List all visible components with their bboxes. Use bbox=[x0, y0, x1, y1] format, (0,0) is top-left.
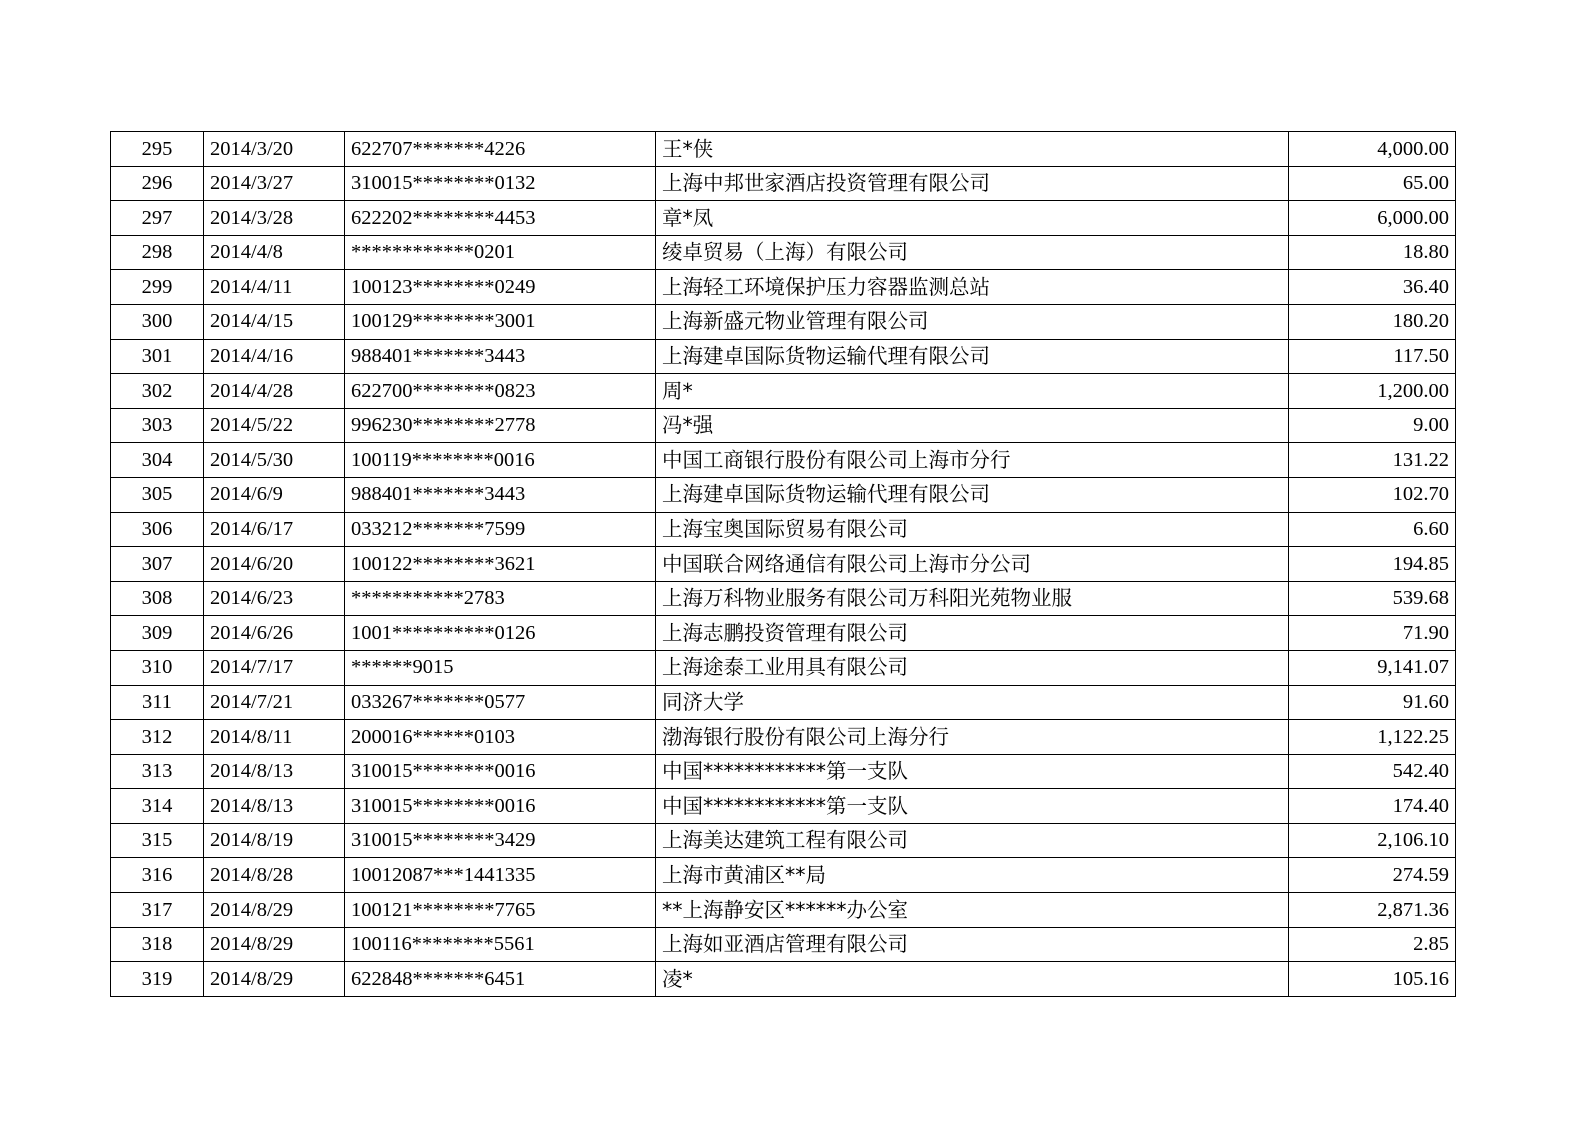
row-index-cell: 310 bbox=[111, 650, 204, 685]
row-index-cell: 297 bbox=[111, 201, 204, 236]
row-account-cell: 996230********2778 bbox=[345, 408, 656, 443]
row-account-cell: 310015********0132 bbox=[345, 166, 656, 201]
table-row bbox=[111, 685, 1456, 720]
row-date-cell: 2014/5/22 bbox=[204, 408, 345, 443]
row-account-cell: 622707*******4226 bbox=[345, 132, 656, 167]
row-name-cell: 中国************第一支队 bbox=[656, 789, 1289, 824]
row-amount-cell: 131.22 bbox=[1289, 443, 1456, 478]
row-name-cell: 上海途泰工业用具有限公司 bbox=[656, 650, 1289, 685]
table-row bbox=[111, 789, 1456, 824]
row-index-cell: 314 bbox=[111, 789, 204, 824]
table-row bbox=[111, 547, 1456, 582]
row-account-cell: 1001**********0126 bbox=[345, 616, 656, 651]
row-date-cell: 2014/4/28 bbox=[204, 374, 345, 409]
row-amount-cell: 105.16 bbox=[1289, 962, 1456, 997]
row-name-cell: 上海中邦世家酒店投资管理有限公司 bbox=[656, 166, 1289, 201]
row-account-cell: 200016******0103 bbox=[345, 720, 656, 755]
row-index-cell: 305 bbox=[111, 477, 204, 512]
row-amount-cell: 6.60 bbox=[1289, 512, 1456, 547]
row-index-cell: 312 bbox=[111, 720, 204, 755]
row-account-cell: ***********2783 bbox=[345, 581, 656, 616]
row-account-cell: ******9015 bbox=[345, 650, 656, 685]
row-index-cell: 296 bbox=[111, 166, 204, 201]
row-index-cell: 316 bbox=[111, 858, 204, 893]
row-account-cell: ************0201 bbox=[345, 235, 656, 270]
row-name-cell: 上海建卓国际货物运输代理有限公司 bbox=[656, 339, 1289, 374]
table-row bbox=[111, 270, 1456, 305]
table-row bbox=[111, 201, 1456, 236]
table-row bbox=[111, 408, 1456, 443]
row-name-cell: 上海建卓国际货物运输代理有限公司 bbox=[656, 477, 1289, 512]
table-row bbox=[111, 927, 1456, 962]
row-amount-cell: 2,871.36 bbox=[1289, 893, 1456, 928]
row-index-cell: 303 bbox=[111, 408, 204, 443]
row-name-cell: 上海如亚酒店管理有限公司 bbox=[656, 927, 1289, 962]
table-row bbox=[111, 650, 1456, 685]
row-index-cell: 306 bbox=[111, 512, 204, 547]
row-index-cell: 301 bbox=[111, 339, 204, 374]
row-date-cell: 2014/6/20 bbox=[204, 547, 345, 582]
row-amount-cell: 71.90 bbox=[1289, 616, 1456, 651]
row-index-cell: 298 bbox=[111, 235, 204, 270]
row-amount-cell: 18.80 bbox=[1289, 235, 1456, 270]
row-amount-cell: 117.50 bbox=[1289, 339, 1456, 374]
table-row bbox=[111, 477, 1456, 512]
row-index-cell: 318 bbox=[111, 927, 204, 962]
row-name-cell: 渤海银行股份有限公司上海分行 bbox=[656, 720, 1289, 755]
row-index-cell: 304 bbox=[111, 443, 204, 478]
table-row bbox=[111, 858, 1456, 893]
row-account-cell: 100129********3001 bbox=[345, 304, 656, 339]
row-name-cell: 凌* bbox=[656, 962, 1289, 997]
row-amount-cell: 9.00 bbox=[1289, 408, 1456, 443]
table-row bbox=[111, 374, 1456, 409]
row-amount-cell: 274.59 bbox=[1289, 858, 1456, 893]
row-index-cell: 317 bbox=[111, 893, 204, 928]
row-account-cell: 100116********5561 bbox=[345, 927, 656, 962]
row-date-cell: 2014/4/11 bbox=[204, 270, 345, 305]
row-account-cell: 988401*******3443 bbox=[345, 339, 656, 374]
row-amount-cell: 65.00 bbox=[1289, 166, 1456, 201]
row-account-cell: 100122********3621 bbox=[345, 547, 656, 582]
row-account-cell: 10012087***1441335 bbox=[345, 858, 656, 893]
row-name-cell: 冯*强 bbox=[656, 408, 1289, 443]
row-amount-cell: 91.60 bbox=[1289, 685, 1456, 720]
row-name-cell: **上海静安区******办公室 bbox=[656, 893, 1289, 928]
row-account-cell: 988401*******3443 bbox=[345, 477, 656, 512]
row-account-cell: 310015********3429 bbox=[345, 823, 656, 858]
row-name-cell: 章*凤 bbox=[656, 201, 1289, 236]
row-date-cell: 2014/6/17 bbox=[204, 512, 345, 547]
row-date-cell: 2014/6/9 bbox=[204, 477, 345, 512]
row-name-cell: 中国工商银行股份有限公司上海市分行 bbox=[656, 443, 1289, 478]
row-name-cell: 同济大学 bbox=[656, 685, 1289, 720]
row-date-cell: 2014/8/29 bbox=[204, 893, 345, 928]
row-name-cell: 上海万科物业服务有限公司万科阳光苑物业服 bbox=[656, 581, 1289, 616]
row-index-cell: 300 bbox=[111, 304, 204, 339]
table-row bbox=[111, 512, 1456, 547]
row-index-cell: 307 bbox=[111, 547, 204, 582]
ledger-table bbox=[110, 131, 1456, 997]
row-account-cell: 622848*******6451 bbox=[345, 962, 656, 997]
table-row bbox=[111, 235, 1456, 270]
row-account-cell: 100123********0249 bbox=[345, 270, 656, 305]
row-amount-cell: 4,000.00 bbox=[1289, 132, 1456, 167]
row-date-cell: 2014/3/27 bbox=[204, 166, 345, 201]
row-index-cell: 299 bbox=[111, 270, 204, 305]
row-account-cell: 100121********7765 bbox=[345, 893, 656, 928]
row-name-cell: 中国联合网络通信有限公司上海市分公司 bbox=[656, 547, 1289, 582]
row-date-cell: 2014/8/29 bbox=[204, 927, 345, 962]
row-amount-cell: 180.20 bbox=[1289, 304, 1456, 339]
row-name-cell: 上海宝奥国际贸易有限公司 bbox=[656, 512, 1289, 547]
row-name-cell: 上海志鹏投资管理有限公司 bbox=[656, 616, 1289, 651]
row-name-cell: 周* bbox=[656, 374, 1289, 409]
row-index-cell: 313 bbox=[111, 754, 204, 789]
row-account-cell: 033267*******0577 bbox=[345, 685, 656, 720]
row-account-cell: 622700********0823 bbox=[345, 374, 656, 409]
table-row bbox=[111, 132, 1456, 167]
row-account-cell: 033212*******7599 bbox=[345, 512, 656, 547]
table-row bbox=[111, 754, 1456, 789]
row-amount-cell: 9,141.07 bbox=[1289, 650, 1456, 685]
row-account-cell: 622202********4453 bbox=[345, 201, 656, 236]
table-row bbox=[111, 720, 1456, 755]
row-date-cell: 2014/7/21 bbox=[204, 685, 345, 720]
row-date-cell: 2014/7/17 bbox=[204, 650, 345, 685]
row-date-cell: 2014/3/28 bbox=[204, 201, 345, 236]
row-account-cell: 310015********0016 bbox=[345, 789, 656, 824]
row-amount-cell: 2.85 bbox=[1289, 927, 1456, 962]
row-amount-cell: 36.40 bbox=[1289, 270, 1456, 305]
row-account-cell: 310015********0016 bbox=[345, 754, 656, 789]
row-account-cell: 100119********0016 bbox=[345, 443, 656, 478]
row-amount-cell: 194.85 bbox=[1289, 547, 1456, 582]
row-index-cell: 302 bbox=[111, 374, 204, 409]
row-name-cell: 上海美达建筑工程有限公司 bbox=[656, 823, 1289, 858]
ledger-table-container bbox=[110, 131, 1449, 997]
row-date-cell: 2014/5/30 bbox=[204, 443, 345, 478]
ledger-table-body bbox=[111, 132, 1456, 997]
row-amount-cell: 539.68 bbox=[1289, 581, 1456, 616]
row-index-cell: 319 bbox=[111, 962, 204, 997]
row-date-cell: 2014/8/28 bbox=[204, 858, 345, 893]
row-name-cell: 王*侠 bbox=[656, 132, 1289, 167]
table-row bbox=[111, 616, 1456, 651]
row-date-cell: 2014/4/16 bbox=[204, 339, 345, 374]
row-date-cell: 2014/8/13 bbox=[204, 754, 345, 789]
row-date-cell: 2014/3/20 bbox=[204, 132, 345, 167]
row-amount-cell: 102.70 bbox=[1289, 477, 1456, 512]
row-amount-cell: 1,200.00 bbox=[1289, 374, 1456, 409]
table-row bbox=[111, 339, 1456, 374]
table-row bbox=[111, 962, 1456, 997]
row-date-cell: 2014/6/26 bbox=[204, 616, 345, 651]
table-row bbox=[111, 304, 1456, 339]
table-row bbox=[111, 581, 1456, 616]
table-row bbox=[111, 823, 1456, 858]
row-name-cell: 上海轻工环境保护压力容器监测总站 bbox=[656, 270, 1289, 305]
row-amount-cell: 2,106.10 bbox=[1289, 823, 1456, 858]
row-name-cell: 上海市黄浦区**局 bbox=[656, 858, 1289, 893]
row-amount-cell: 1,122.25 bbox=[1289, 720, 1456, 755]
table-row bbox=[111, 893, 1456, 928]
row-date-cell: 2014/6/23 bbox=[204, 581, 345, 616]
row-date-cell: 2014/8/13 bbox=[204, 789, 345, 824]
row-date-cell: 2014/8/19 bbox=[204, 823, 345, 858]
table-row bbox=[111, 443, 1456, 478]
row-amount-cell: 6,000.00 bbox=[1289, 201, 1456, 236]
row-date-cell: 2014/4/8 bbox=[204, 235, 345, 270]
row-index-cell: 311 bbox=[111, 685, 204, 720]
row-date-cell: 2014/4/15 bbox=[204, 304, 345, 339]
table-row bbox=[111, 166, 1456, 201]
row-index-cell: 308 bbox=[111, 581, 204, 616]
row-name-cell: 中国************第一支队 bbox=[656, 754, 1289, 789]
row-date-cell: 2014/8/29 bbox=[204, 962, 345, 997]
row-name-cell: 上海新盛元物业管理有限公司 bbox=[656, 304, 1289, 339]
row-index-cell: 309 bbox=[111, 616, 204, 651]
row-index-cell: 315 bbox=[111, 823, 204, 858]
row-name-cell: 绫卓贸易（上海）有限公司 bbox=[656, 235, 1289, 270]
row-date-cell: 2014/8/11 bbox=[204, 720, 345, 755]
row-amount-cell: 542.40 bbox=[1289, 754, 1456, 789]
row-amount-cell: 174.40 bbox=[1289, 789, 1456, 824]
row-index-cell: 295 bbox=[111, 132, 204, 167]
